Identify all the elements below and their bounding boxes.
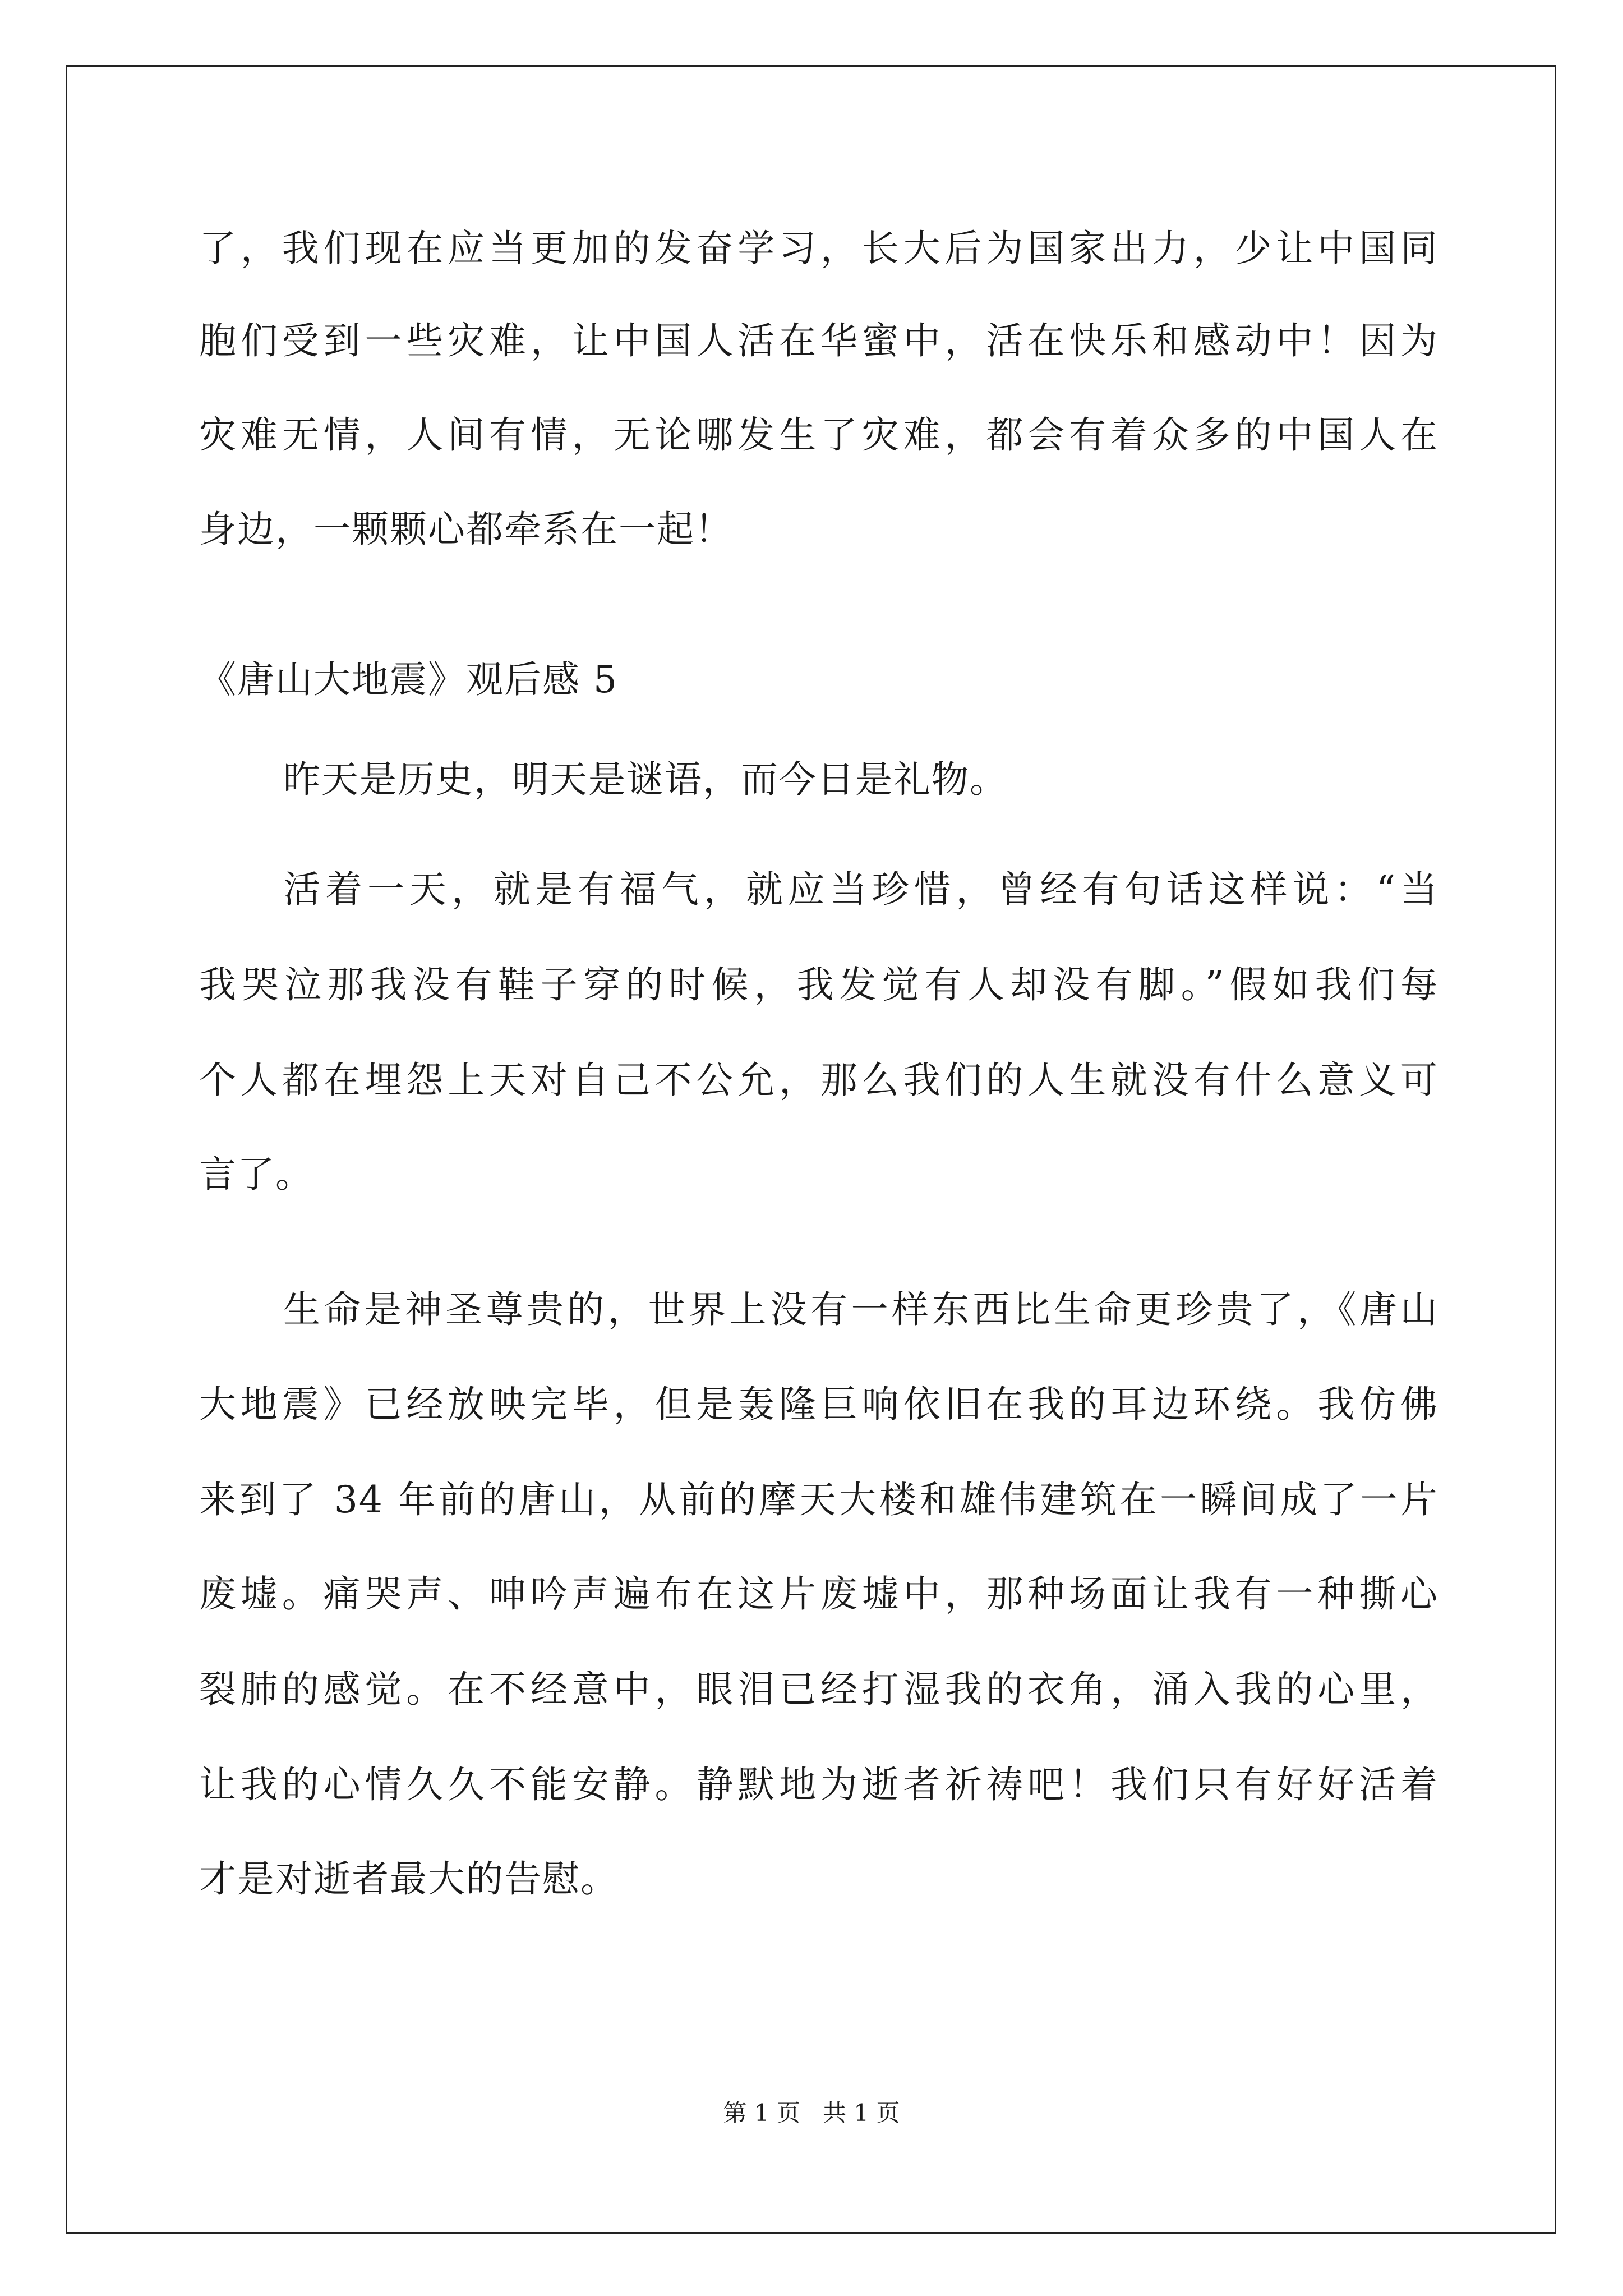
- text-line: 才是对逝者最大的告慰。: [199, 1857, 619, 1901]
- text-line: 让我的心情久久不能安静。静默地为逝者祈祷吧！我们只有好好活着: [199, 1763, 1438, 1806]
- text-line: 我哭泣那我没有鞋子穿的时候，我发觉有人却没有脚。”假如我们每: [199, 963, 1438, 1006]
- page-border: [66, 65, 1556, 2234]
- text-line: 来到了 34 年前的唐山，从前的摩天大楼和雄伟建筑在一瞬间成了一片: [199, 1478, 1438, 1521]
- text-line: 活着一天，就是有福气，就应当珍惜，曾经有句话这样说：“当: [283, 868, 1438, 911]
- text-line: 废墟。痛哭声、呻吟声遍布在这片废墟中，那种场面让我有一种撕心: [199, 1572, 1438, 1616]
- text-line: 个人都在埋怨上天对自己不公允，那么我们的人生就没有什么意义可: [199, 1059, 1438, 1102]
- text-line: 大地震》已经放映完毕，但是轰隆巨响依旧在我的耳边环绕。我仿佛: [199, 1383, 1438, 1426]
- text-line: 灾难无情，人间有情，无论哪发生了灾难，都会有着众多的中国人在: [199, 413, 1438, 457]
- text-line: 了，我们现在应当更加的发奋学习，长大后为国家出力，少让中国同: [199, 227, 1438, 270]
- text-line: 言了。: [199, 1153, 313, 1196]
- page-footer: 第 1 页 共 1 页: [723, 2099, 900, 2127]
- text-line: 身边，一颗颗心都牵系在一起！: [199, 508, 733, 551]
- text-line: 昨天是历史，明天是谜语，而今日是礼物。: [283, 758, 1008, 801]
- essay-title: 《唐山大地震》观后感 5: [199, 658, 618, 701]
- text-line: 胞们受到一些灾难，让中国人活在华蜜中，活在快乐和感动中！因为: [199, 319, 1438, 362]
- text-line: 生命是神圣尊贵的，世界上没有一样东西比生命更珍贵了，《唐山: [283, 1288, 1438, 1331]
- text-line: 裂肺的感觉。在不经意中，眼泪已经打湿我的衣角，涌入我的心里，: [199, 1668, 1438, 1711]
